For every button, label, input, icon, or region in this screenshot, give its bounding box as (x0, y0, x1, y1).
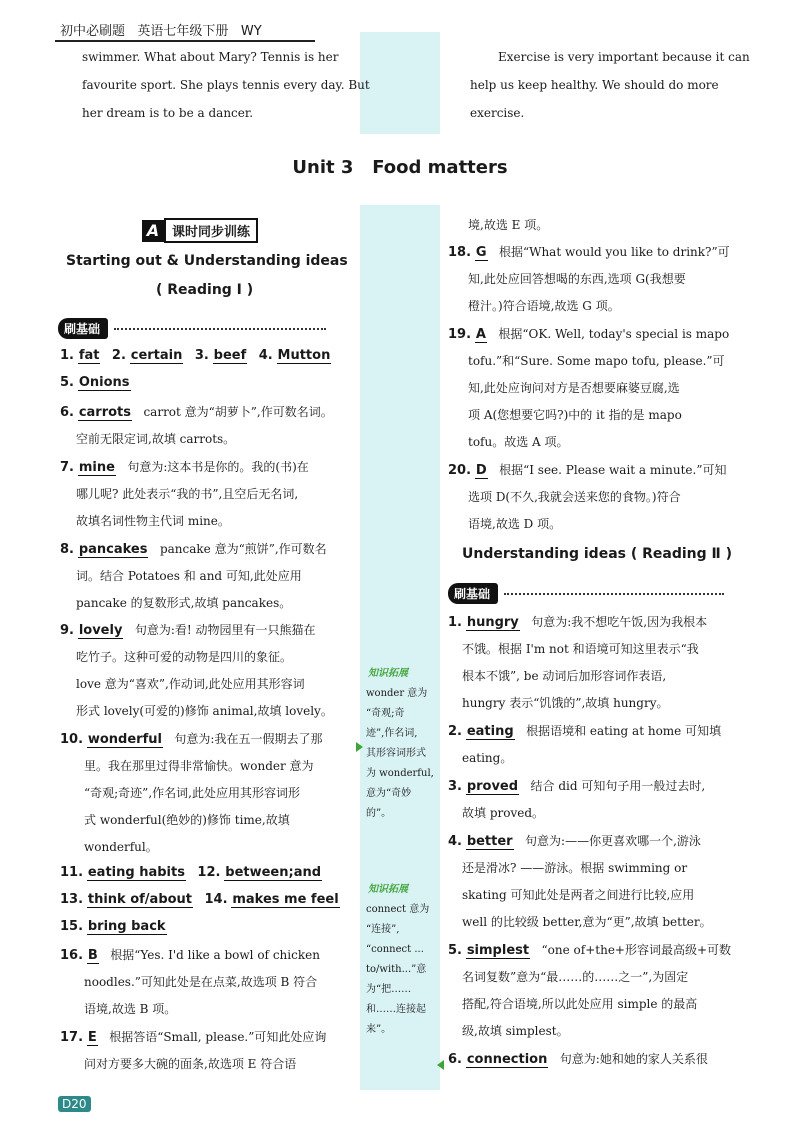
answer: Mutton (277, 348, 331, 363)
answer-item-6: 6. carrots carrot 意为“胡萝卜”,作可数名词。 (60, 405, 333, 420)
answer: makes me feel (232, 892, 339, 907)
brush-label: 刷基础 (448, 583, 498, 604)
text-line: tofu。故选 A 项。 (468, 435, 569, 449)
section-title: Starting out & Understanding ideas (66, 253, 348, 269)
answer-item-9: 9. lovely 句意为:看! 动物园里有一只熊猫在 (60, 623, 316, 638)
badge-text: 课时同步训练 (164, 218, 258, 243)
answer: pancakes (78, 542, 148, 557)
answer: E (87, 1030, 97, 1045)
answer-item-r1: 1. hungry 句意为:我不想吃午饭,因为我根本 (448, 615, 708, 630)
answer-line: 5. Onions (60, 375, 130, 390)
answer-item-18: 18. G 根据“What would you like to drink?”可 (448, 245, 730, 260)
note-pointer-icon (356, 742, 363, 752)
top-left-paragraph (82, 43, 370, 127)
answer: beef (213, 348, 247, 363)
text-line: 搭配,符合语境,所以此处应用 simple 的最高 (462, 997, 698, 1011)
text-line: Exercise is very important because it can (498, 50, 750, 64)
text-line: help us keep healthy. We should do more (470, 78, 719, 92)
answer: Onions (78, 375, 130, 390)
lesson-badge (142, 218, 258, 243)
answer-item-r6: 6. connection 句意为:她和她的家人关系很 (448, 1052, 708, 1067)
brush-label: 刷基础 (58, 318, 108, 339)
text-line: 根本不饿”, be 动词后加形容词作表语, (462, 669, 667, 683)
text-line: 还是滑冰? ——游泳。根据 swimming or (462, 861, 688, 875)
text-line: well 的比较级 better,意为“更”,故填 better。 (462, 915, 712, 929)
note-heading: 知识拓展 (368, 668, 408, 679)
answer: hungry (466, 615, 519, 630)
text-line: skating 可知此处是两者之间进行比较,应用 (462, 888, 695, 902)
answer: D (475, 463, 487, 478)
section-subtitle: ( Reading Ⅰ ) (156, 282, 254, 298)
answer: lovely (78, 623, 123, 638)
margin-strip-top (360, 32, 440, 134)
answer-item-17: 17. E 根据答语“Small, please.”可知此处应询 (60, 1030, 327, 1045)
margin-note-connect: connect 意为 “连接”, “connect ... to/with...”意 为“把…… 和……连接起 来”。 (366, 904, 430, 1035)
running-header (60, 20, 262, 39)
answer-line: 13. think of/about 14. makes me feel (60, 892, 339, 907)
text-line: hungry 表示“饥饿的”,故填 hungry。 (462, 696, 669, 710)
answer-item-r3: 3. proved 结合 did 可知句子用一般过去时, (448, 779, 706, 794)
answer: eating (466, 724, 514, 739)
text-line: 式 wonderful(绝妙的)修饰 time,故填 (84, 813, 290, 827)
text-line: 知,此处应询问对方是否想要麻婆豆腐,选 (468, 381, 680, 395)
text-line: favourite sport. She plays tennis every day. But (82, 78, 370, 92)
header-book: 初中必刷题 (60, 24, 126, 39)
text-line: exercise. (470, 106, 525, 120)
answer: fat (78, 348, 100, 363)
text-line: 故填名词性物主代词 mine。 (76, 514, 230, 528)
answer: G (475, 245, 487, 260)
text-line: 选项 D(不久,我就会送来您的食物。)符合 (468, 490, 681, 504)
text-line: 语境,故选 D 项。 (468, 517, 562, 531)
text-line: swimmer. What about Mary? Tennis is her (82, 50, 339, 64)
answer-item-16: 16. B 根据“Yes. I'd like a bowl of chicken (60, 948, 320, 963)
text-line: her dream is to be a dancer. (82, 106, 254, 120)
text-line: 里。我在那里过得非常愉快。wonder 意为 (84, 759, 314, 773)
answer-item-10: 10. wonderful 句意为:我在五一假期去了那 (60, 732, 323, 747)
text-line: 不饿。根据 I'm not 和语境可知这里表示“我 (462, 642, 699, 656)
text-line: noodles.”可知此处是在点菜,故选项 B 符合 (84, 975, 318, 989)
text-line: eating。 (462, 751, 513, 765)
answer: B (87, 948, 98, 963)
answer: bring back (87, 919, 166, 934)
text-line: 故填 proved。 (462, 806, 545, 820)
text-line: 橙汁。)符合语境,故选 G 项。 (468, 299, 620, 313)
answer-line: 11. eating habits 12. between;and (60, 865, 322, 880)
header-rule (55, 40, 315, 42)
badge-letter: A (142, 220, 164, 242)
text-line: 哪儿呢? 此处表示“我的书”,且空后无名词, (76, 487, 299, 501)
top-right-paragraph (470, 43, 750, 127)
answer: mine (78, 460, 115, 475)
answer-item-r2: 2. eating 根据语境和 eating at home 可知填 (448, 724, 722, 739)
text-line: 吃竹子。这种可爱的动物是四川的象征。 (76, 650, 293, 664)
answer: wonderful (87, 732, 162, 747)
answer-item-r4: 4. better 句意为:——你更喜欢哪一个,游泳 (448, 834, 701, 849)
header-subject: 英语七年级下册 (137, 24, 229, 39)
note-pointer-icon (437, 1060, 444, 1070)
brush-basics-heading (58, 318, 326, 339)
text-line: 语境,故选 B 项。 (84, 1002, 177, 1016)
text-line: tofu.”和“Sure. Some mapo tofu, please.”可 (468, 354, 725, 368)
answer-line: 15. bring back (60, 919, 166, 934)
answer: proved (466, 779, 519, 794)
text-line: 词。结合 Potatoes 和 and 可知,此处应用 (76, 569, 302, 583)
answer-item-19: 19. A 根据“OK. Well, today's special is mapo (448, 327, 730, 342)
answer: between;and (225, 865, 322, 880)
unit-title: Unit 3 Food matters (292, 157, 508, 178)
answer: connection (466, 1052, 548, 1067)
answer: think of/about (87, 892, 193, 907)
page-number: D20 (58, 1096, 91, 1112)
answer: certain (130, 348, 183, 363)
text-line: 知,此处应回答想喝的东西,选项 G(我想要 (468, 272, 686, 286)
answer-item-7: 7. mine 句意为:这本书是你的。我的(书)在 (60, 460, 309, 475)
header-edition: WY (240, 24, 262, 39)
answer-line: 1. fat 2. certain 3. beef 4. Mutton (60, 348, 331, 363)
text-line: wonderful。 (84, 840, 158, 854)
text-line: 问对方要多大碗的面条,故选项 E 符合语 (84, 1057, 297, 1071)
text-line: 空前无限定词,故填 carrots。 (76, 432, 236, 446)
section-title: Understanding ideas ( Reading Ⅱ ) (462, 546, 733, 562)
answer: carrots (78, 405, 131, 420)
answer: better (466, 834, 513, 849)
text-line: pancake 的复数形式,故填 pancakes。 (76, 596, 292, 610)
answer: simplest (466, 943, 530, 958)
text-line: 境,故选 E 项。 (468, 218, 549, 232)
text-line: 级,故填 simplest。 (462, 1024, 569, 1038)
note-heading: 知识拓展 (368, 884, 408, 895)
text-line: 名词复数”意为“最……的……之一”,为固定 (462, 970, 689, 984)
answer-item-8: 8. pancakes pancake 意为“煎饼”,作可数名 (60, 542, 327, 557)
answer: A (475, 327, 486, 342)
text-line: love 意为“喜欢”,作动词,此处应用其形容词 (76, 677, 305, 691)
margin-note-wonder: wonder 意为 “奇观;奇 迹”,作名词, 其形容词形式 为 wonderful, 意为“奇妙 的”。 (366, 688, 434, 819)
answer-item-r5: 5. simplest “one of+the+形容词最高级+可数 (448, 943, 732, 958)
text-line: “奇观;奇迹”,作名词,此处应用其形容词形 (84, 786, 300, 800)
brush-basics-heading (448, 583, 724, 604)
dotted-rule (504, 593, 724, 595)
text-line: 形式 lovely(可爱的)修饰 animal,故填 lovely。 (76, 704, 333, 718)
dotted-rule (114, 328, 326, 330)
text-line: 项 A(您想要它吗?)中的 it 指的是 mapo (468, 408, 682, 422)
answer-item-20: 20. D 根据“I see. Please wait a minute.”可知 (448, 463, 727, 478)
answer: eating habits (87, 865, 185, 880)
